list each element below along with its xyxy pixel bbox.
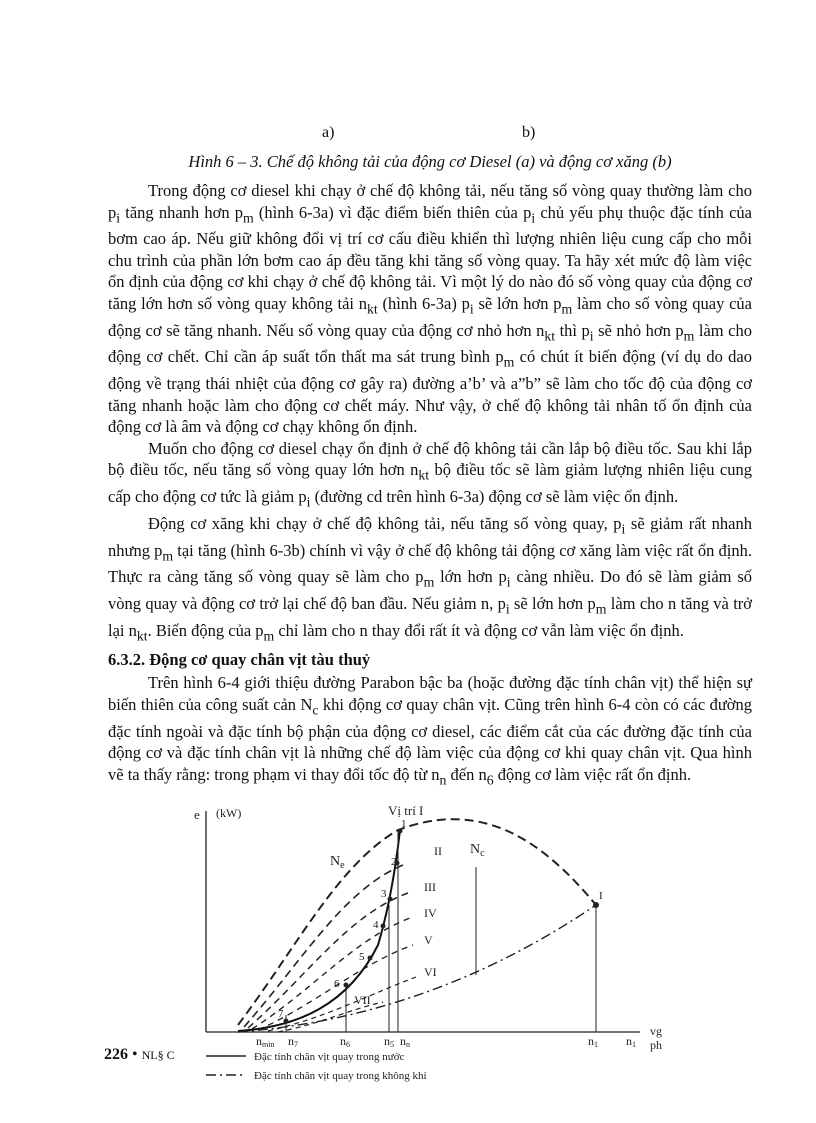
section-heading: 6.3.2. Động cơ quay chân vịt tàu thuỷ [108, 649, 371, 669]
roman-VII: VII [354, 993, 371, 1007]
point-label-4: 4 [373, 919, 379, 931]
point-label-1: 1 [401, 818, 407, 830]
partial-curve-ii [244, 865, 403, 1027]
partial-curve-iii [248, 893, 408, 1028]
paragraph-propeller: Trên hình 6-4 giới thiệu đường Parabon bậc ba (hoặc đường đặc tính chân vịt) thể hiện sự biến thiên của công suất cản $N_c$ khi động cơ quay chân vịt. Cũng trên hình 6-4 còn có các đường đặc tính ngoài và đặc tính bộ phận của động cơ diesel, các điểm cắt của các đường đặc tính của động cơ và đặc tính chân vịt là những chế độ làm việc của động cơ khi quay chân vịt. Qua hình vẽ ta thấy rằng: trong phạm vi thay đổi tốc độ từ $n_n$ đến $n_6$ động cơ làm việc rất ổn định. [108, 673, 752, 787]
legend-water-text: Đặc tính chân vịt quay trong nước [254, 1051, 405, 1063]
paragraph-governor: Muốn cho động cơ diesel chạy ổn định ở chế độ không tải cần lắp bộ điều tốc. Sau khi lắp bộ điều tốc, nếu tăng số vòng quay lớn hơn $n_{kt}$ bộ điều tốc sẽ làm giảm lượng nhiên liệu cung cấp cho động cơ tức là giảm $p_i$ (đường cd trên hình 6-3a) động cơ sẽ làm việc ổn định. [108, 438, 752, 510]
point-label-I: I [599, 890, 603, 902]
running-head: NL§ C [141, 1048, 175, 1062]
figure-6-4-diagram [178, 795, 678, 1095]
tick-n1: n1 [626, 1034, 636, 1049]
unit-label: (kW) [216, 806, 242, 820]
figure-6-3-caption: Hình 6 – 3. Chế độ không tải của động cơ Diesel (a) và động cơ xăng (b) [188, 152, 672, 171]
tick-n5: n5 [384, 1034, 394, 1049]
point-6 [344, 983, 349, 988]
ne-left-label: $N_e$ [330, 854, 345, 871]
figure-6-4 [178, 795, 678, 1095]
roman-IV: IV [424, 906, 437, 920]
page-number: 226 [104, 1046, 128, 1063]
legend-air-text: Đặc tính chân vịt quay trong không khí [254, 1070, 427, 1082]
point-4 [381, 924, 386, 929]
point-7 [284, 1019, 289, 1024]
point-3 [388, 897, 393, 902]
outer-characteristic-curve [238, 819, 596, 1025]
subfigure-label-a: a) [322, 124, 335, 141]
roman-VI: VI [424, 965, 437, 979]
point-5 [368, 956, 373, 961]
y-axis-label: e [194, 807, 200, 822]
x-axis-label-ph: ph [650, 1038, 662, 1052]
roman-II: II [434, 844, 442, 858]
x-axis-label-vg: vg [650, 1024, 662, 1038]
tick-n6: n6 [340, 1034, 350, 1049]
paragraph-gasoline-idle: Động cơ xăng khi chạy ở chế độ không tải, nếu tăng số vòng quay, $p_i$ sẽ giảm rất nhanh nhưng $p_m$ tại tăng (hình 6-3b) chính vì vậy ở chế độ không tải động cơ xăng làm việc rất ổn định. Thực ra càng tăng số vòng quay sẽ làm cho $p_m$ lớn hơn $p_i$ càng nhiều. Do đó sẽ làm giảm số vòng quay và động cơ trở lại chế độ ban đầu. Nếu giảm n, $p_i$ sẽ lớn hơn $p_m$ làm cho n tăng và trở lại $n_{kt}$. Biến động của $p_m$ chỉ làm cho n thay đổi rất ít và động cơ vẫn làm việc ổn định. [108, 513, 753, 644]
tick-n1-prime: n1 [588, 1034, 598, 1049]
figure-6-3-sublabels [0, 124, 816, 146]
point-label-2: 2 [391, 856, 397, 868]
body-text [108, 180, 752, 790]
nc-right-label: $N_c$ [470, 842, 485, 859]
tick-n-min: nmin [256, 1034, 275, 1049]
page-footer [104, 1046, 179, 1064]
point-label-3: 3 [381, 888, 387, 900]
point-label-7: 7 [278, 1008, 284, 1020]
tick-n7: n7 [288, 1034, 298, 1049]
subfigure-label-b: b) [522, 124, 536, 141]
partial-curve-vi [268, 977, 416, 1031]
point-label-5: 5 [359, 951, 365, 963]
footer-bullet: • [132, 1046, 138, 1063]
tick-nn: nn [400, 1034, 410, 1049]
point-I [593, 902, 599, 908]
roman-V: V [424, 933, 433, 947]
paragraph-diesel-idle: Trong động cơ diesel khi chạy ở chế độ không tải, nếu tăng số vòng quay thường làm cho $p_i$ tăng nhanh hơn $p_m$ (hình 6-3a) vì đặc điểm biến thiên của $p_i$ chủ yếu phụ thuộc đặc tính của bơm cao áp. Nếu giữ không đổi vị trí cơ cấu điều khiển thì lượng nhiên liệu cung cấp cho mỗi chu trình của phần lớn bơm cao áp đều tăng khi tăng số vòng quay. Ta hãy xét mức độ làm việc ổn định của động cơ khi chạy ở chế độ không tải. Vì một lý do nào đó số vòng quay của động cơ tăng lớn hơn số vòng quay không tải $n_{kt}$ (hình 6-3a) $p_i$ sẽ lớn hơn $p_m$ làm cho số vòng quay của động cơ sẽ tăng nhanh. Nếu số vòng quay của động cơ nhỏ hơn $n_{kt}$ thì $p_i$ sẽ nhỏ hơn $p_m$ làm cho động cơ chết. Chỉ cần áp suất tổn thất ma sát trung bình $p_m$ có chút ít biến động (ví dụ do dao động về trạng thái nhiệt của động cơ gây ra) đường a’b’ và a”b” sẽ làm cho tốc độ của động cơ tăng nhanh hoặc làm cho động cơ chết máy. Như vậy, ở chế độ không tải nhân tố ổn định của động cơ là âm và động cơ chạy không ổn định. [108, 181, 752, 437]
position-title-label: Vị trí I [388, 803, 424, 818]
point-label-6: 6 [334, 978, 340, 990]
roman-III: III [424, 880, 436, 894]
